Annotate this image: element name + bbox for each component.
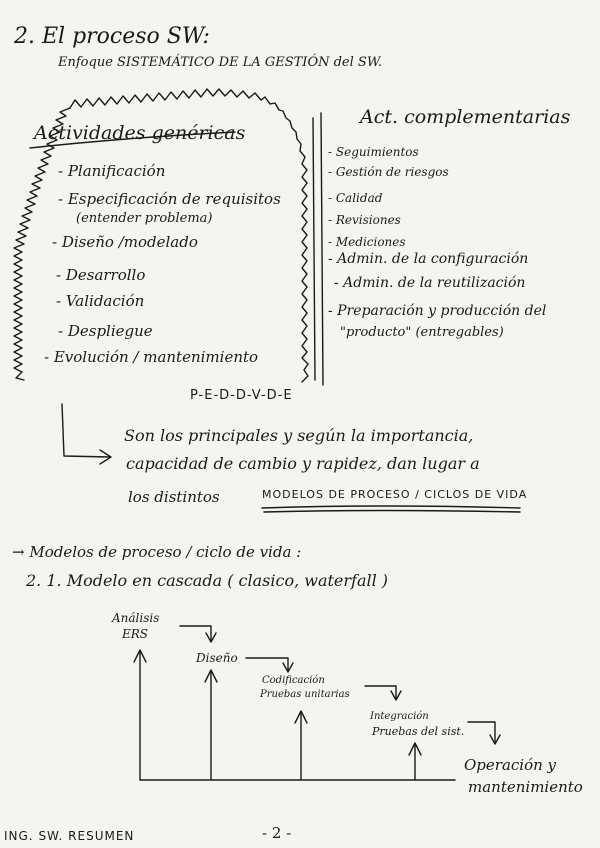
l-arrow <box>62 404 110 457</box>
note-line-1: Son los principales y según la importancia, <box>124 426 474 445</box>
complementary-item: - Calidad <box>328 191 383 205</box>
note-line-3: los distintos <box>128 488 220 506</box>
models-underline-1 <box>262 506 520 508</box>
page-subheading: Enfoque SISTEMÁTICO DE LA GESTIÓN del SW. <box>58 55 383 70</box>
step-sublabel: Pruebas unitarias <box>260 689 350 700</box>
models-heading: → Modelos de proceso / ciclo de vida : <box>12 543 302 561</box>
cascade-title: 2. 1. Modelo en cascada ( clasico, waterfall ) <box>26 571 389 590</box>
complementary-item: - Seguimientos <box>328 145 419 159</box>
separator-line-1 <box>313 118 315 380</box>
complementary-item-note: "producto" (entregables) <box>340 325 504 340</box>
step-label: Integración <box>370 711 429 722</box>
complementary-item: - Gestión de riesgos <box>328 165 449 179</box>
models-underline-2 <box>264 511 520 513</box>
note-line-2: capacidad de cambio y rapidez, dan lugar a <box>126 454 480 473</box>
generic-item-note: (entender problema) <box>76 211 213 226</box>
step-sublabel: ERS <box>122 627 149 641</box>
separator-line-2 <box>321 113 323 385</box>
step-sublabel: Pruebas del sist. <box>372 725 465 738</box>
complementary-item: - Preparación y producción del <box>328 303 547 319</box>
generic-item: - Planificación <box>58 162 166 180</box>
cascade-arrow-4 <box>468 722 495 742</box>
complementary-activities-title: Act. complementarias <box>360 106 571 128</box>
complementary-item: - Mediciones <box>328 235 406 249</box>
models-underlined: MODELOS DE PROCESO / CICLOS DE VIDA <box>262 488 528 501</box>
step-label: Análisis <box>112 611 160 625</box>
step-sublabel: mantenimiento <box>468 778 583 796</box>
footer-title: ING. SW. RESUMEN <box>4 829 135 843</box>
generic-item: - Validación <box>56 292 145 310</box>
generic-item: - Especificación de requisitos <box>58 190 281 208</box>
generic-activities-title: Actividades genéricas <box>34 122 246 144</box>
page-number: - 2 - <box>262 824 292 842</box>
step-label: Diseño <box>196 651 238 665</box>
generic-item: - Despliegue <box>58 322 153 340</box>
generic-item: - Desarrollo <box>56 266 146 284</box>
step-label: Codificación <box>262 675 325 686</box>
acronym: P-E-D-D-V-D-E <box>190 388 293 403</box>
complementary-item: - Revisiones <box>328 213 401 227</box>
cascade-arrow-2 <box>246 658 288 670</box>
generic-item: - Evolución / mantenimiento <box>44 348 259 366</box>
page-heading: 2. El proceso SW: <box>14 24 210 49</box>
complementary-item: - Admin. de la configuración <box>328 251 529 267</box>
complementary-item: - Admin. de la reutilización <box>334 275 526 291</box>
step-label: Operación y <box>464 756 557 774</box>
generic-item: - Diseño /modelado <box>52 233 198 251</box>
